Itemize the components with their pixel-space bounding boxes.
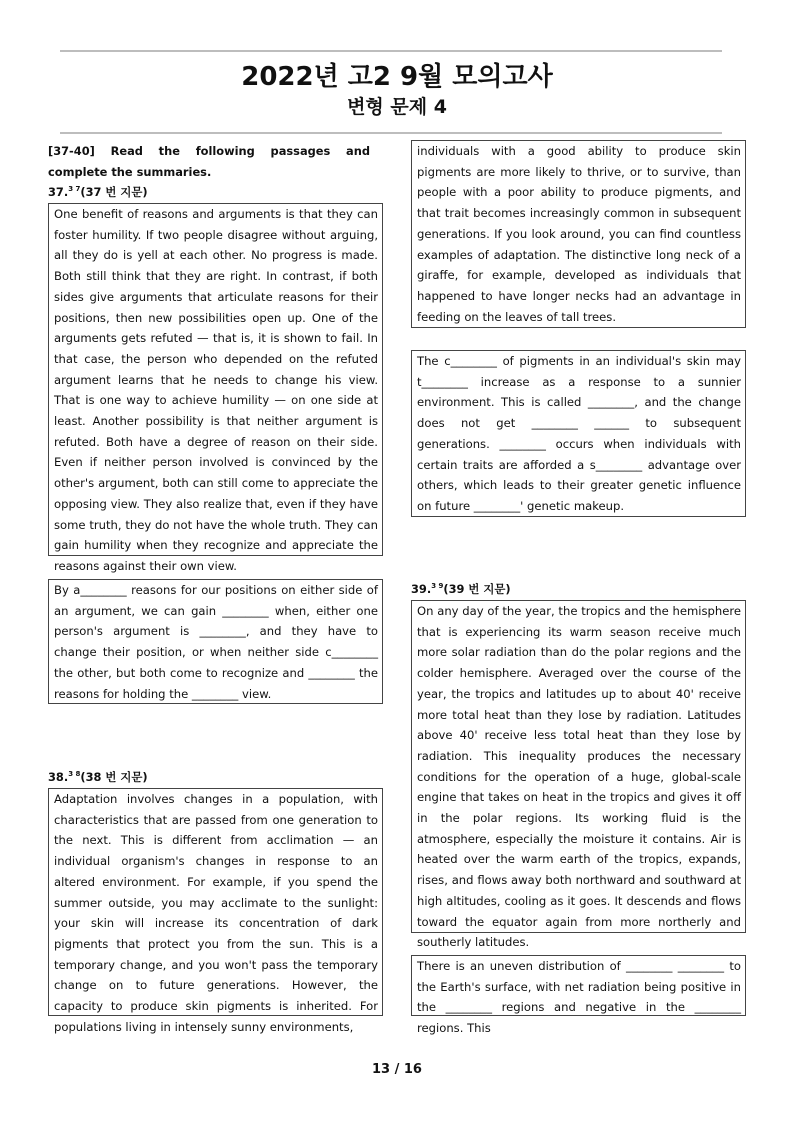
q38-heading — [48, 767, 148, 788]
page-number: 13 / 16 — [372, 1062, 422, 1077]
q38-summary-box — [411, 350, 746, 517]
q39-box-bottom-rule — [411, 1015, 746, 1016]
q39-sup: 3 9 — [431, 582, 444, 591]
q39-passage-box — [411, 600, 746, 950]
q37-heading — [48, 182, 148, 203]
q39-heading — [411, 579, 511, 600]
q39-summary-box — [411, 955, 746, 1036]
page-subtitle: 변형 문제 4 — [347, 96, 447, 118]
header-rule — [60, 132, 722, 134]
q37-summary: By a________ reasons for our positions on either side of an argument, we can gain ________ when, either one person's argument is ________, and they have to change their position, or when neither side c________ the other, but both come to recognize and ________ the reasons for holding the ________ view. — [54, 583, 378, 701]
top-rule — [60, 50, 722, 52]
q39-label: (39 번 지문) — [443, 582, 511, 596]
q37-label: (37 번 지문) — [80, 185, 148, 199]
q37-number: 37. — [48, 185, 69, 199]
q38-passage-part2: individuals with a good ability to produce skin pigments are more likely to thrive, or to survive, than people with a poor ability to produce pigments, and that trait becomes increasingly common in subsequent generations. If you look around, you can find countless examples of adaptation. The distinctive long neck of a giraffe, for example, developed as individuals that happened to have longer necks had an advantage in feeding on the leaves of tall trees. — [417, 144, 741, 324]
q38-number: 38. — [48, 770, 69, 784]
q38-summary: The c________ of pigments in an individual's skin may t________ increase as a response to a sunnier environment. This is called ________, and the change does not get ________ ______ to subsequent generations. ________ occurs when individuals with certain traits are afforded a s________ advantage over others, which leads to their greater genetic influence on future ________' genetic makeup. — [417, 354, 741, 513]
q38-box-top-rule — [411, 140, 746, 141]
q38-label: (38 번 지문) — [80, 770, 148, 784]
q38-passage-box-part2 — [411, 141, 746, 328]
q38-box-bottom-rule — [48, 1015, 383, 1016]
instructions: [37-40] Read the following passages and complete the summaries. — [48, 144, 370, 179]
q38-passage-part1: Adaptation involves changes in a population, with characteristics that are passed from one generation to the next. This is different from acclimation — an individual organism's changes in response to an altered environment. For example, if you spend the summer outside, you may acclimate to the sunlight: your skin will increase its concentration of dark pigments that protect you from the sun. This is a temporary change, and you won't pass the temporary change on to future generations. However, the capacity to produce skin pigments is inherited. For populations living in intensely sunny environments, — [54, 792, 378, 1034]
q37-summary-box — [48, 579, 383, 704]
q38-sup: 3 8 — [68, 770, 81, 779]
q39-passage: On any day of the year, the tropics and the hemisphere that is experiencing its warm season receive much more solar radiation than do the polar regions and the colder hemisphere. Averaged over the course of the year, the tropics and latitudes up to about 40' receive more total heat than they lose by radiation. Latitudes above 40' receive less total heat than they lose by radiation. This inequality produces the necessary conditions for the operation of a huge, global-scale engine that takes on heat in the tropics and gives it off in the polar regions. Its working fluid is the atmosphere, especially the moisture it contains. Air is heated over the warm earth of the tropics, expands, rises, and flows away both northward and southward at high altitudes, cooling as it goes. It descends and flows toward the equator again from more northerly and southerly latitudes. — [417, 604, 741, 950]
q37-sup: 3 7 — [68, 185, 81, 194]
page-title: 2022년 고2 9월 모의고사 — [241, 62, 553, 92]
q39-summary: There is an uneven distribution of ________ ________ to the Earth's surface, with net radiation being positive in the ________ regions and negative in the ________ regions. This — [417, 959, 741, 1036]
q38-passage-box-part1 — [48, 788, 383, 1034]
q37-passage: One benefit of reasons and arguments is that they can foster humility. If two people disagree without arguing, all they do is yell at each other. No progress is made. Both still think that they are right. In contrast, if both sides give arguments that articulate reasons for their positions, then new possibilities open up. One of the arguments gets refuted — that is, it is shown to fail. In that case, the person who depended on the refuted argument learns that he needs to change his view. That is one way to achieve humility — on one side at least. Another possibility is that neither argument is refuted. Both have a degree of reason on their side. Even if neither person involved is convinced by the other's argument, both can still come to appreciate the opposing view. They also realize that, even if they have some truth, they do not have the whole truth. They can gain humility when they recognize and appreciate the reasons against their own view. — [54, 207, 378, 573]
q37-passage-box — [48, 203, 383, 573]
q39-number: 39. — [411, 582, 432, 596]
